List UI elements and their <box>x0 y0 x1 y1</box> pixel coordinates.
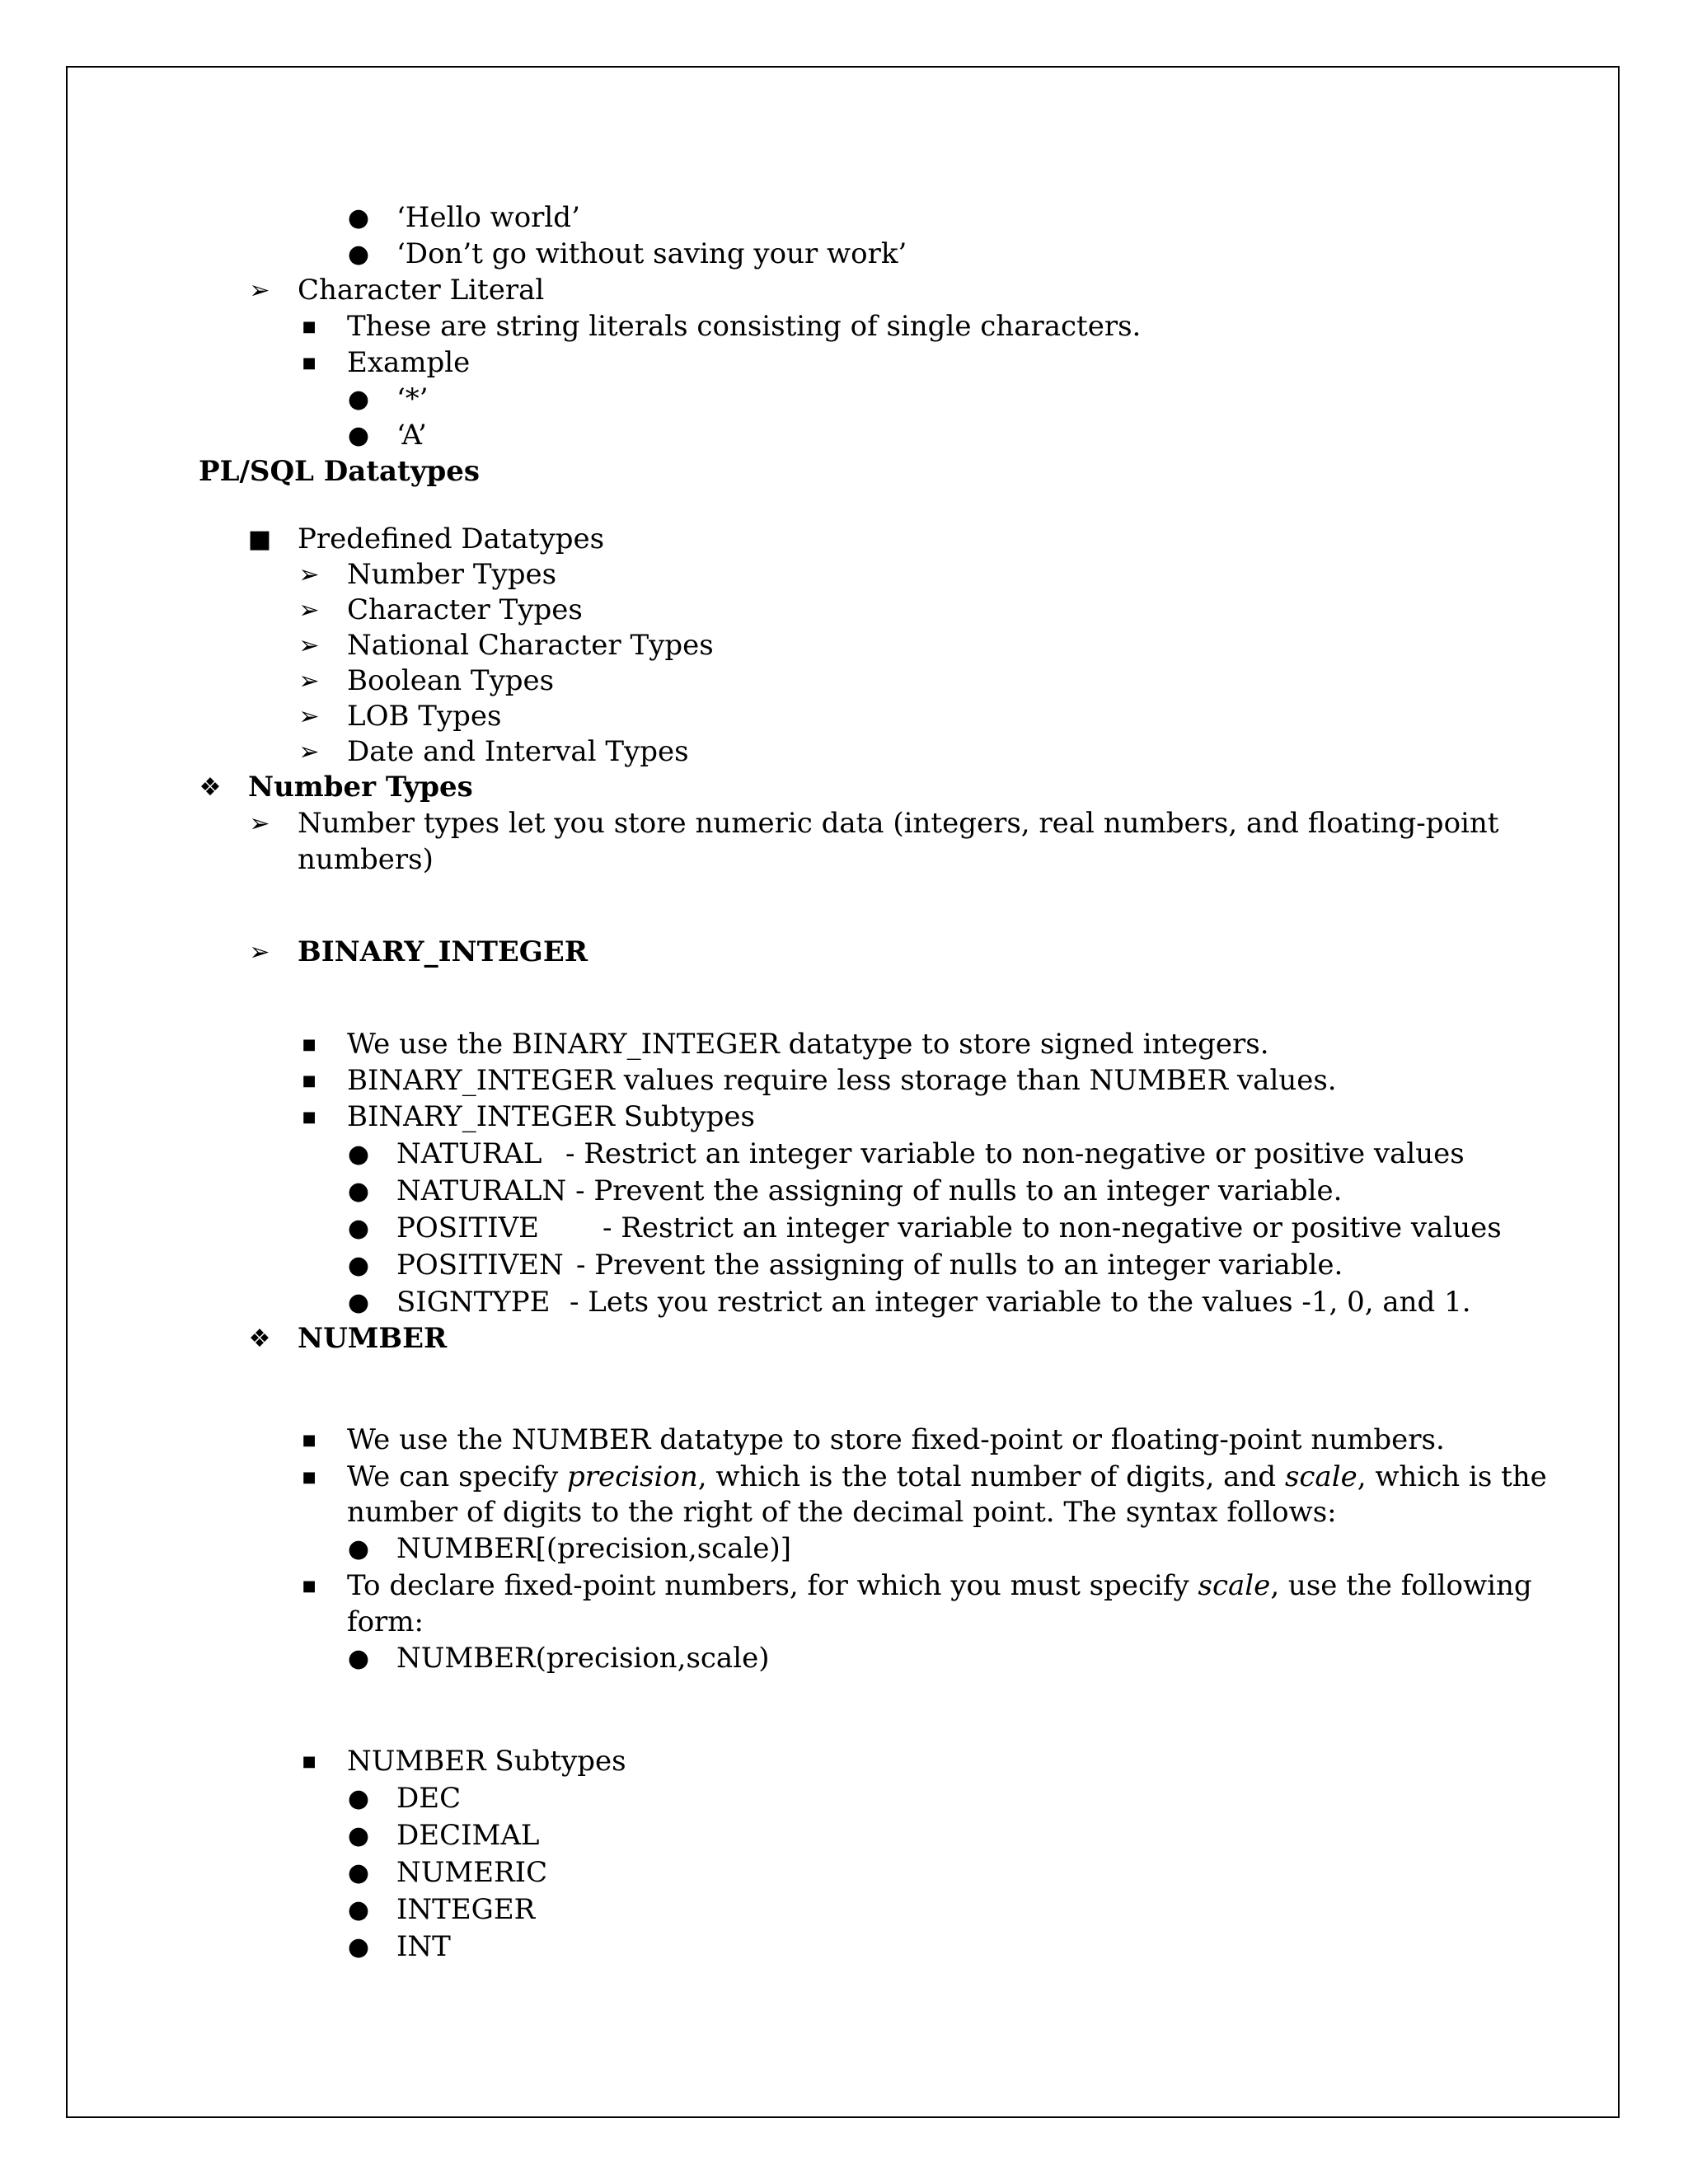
diamond-bullet-icon: ❖ <box>248 1324 271 1353</box>
square-bullet-icon: ■ <box>302 354 316 372</box>
bullet-icon: ● <box>347 239 370 269</box>
datatype-item: Boolean Types <box>347 664 555 697</box>
text-run: , use the following <box>1270 1569 1532 1602</box>
number-subtype: DECIMAL <box>396 1819 540 1852</box>
number-types-desc-cont: numbers) <box>298 843 434 876</box>
subtype-name: NATURALN <box>396 1174 567 1207</box>
square-bullet-icon: ■ <box>302 1035 316 1053</box>
square-bullet-icon: ■ <box>302 1577 316 1595</box>
text-run: To declare fixed-point numbers, for which you must specify <box>347 1569 1198 1602</box>
number-point <box>347 1459 1547 1495</box>
number-point-cont: number of digits to the right of the decimal point. The syntax follows: <box>347 1496 1337 1529</box>
bullet-icon: ● <box>347 1821 370 1850</box>
character-literal-example: ‘*’ <box>396 382 429 415</box>
number-point <box>347 1568 1532 1604</box>
subtype-item <box>396 1284 1471 1320</box>
number-types-heading: Number Types <box>248 771 473 804</box>
text-run: We can specify <box>347 1460 567 1493</box>
bullet-icon: ● <box>347 1932 370 1961</box>
number-subtypes-label: NUMBER Subtypes <box>347 1745 626 1778</box>
subtype-item <box>396 1136 1465 1172</box>
number-syntax: NUMBER[(precision,scale)] <box>396 1532 791 1565</box>
number-point: We use the NUMBER datatype to store fixed-point or floating-point numbers. <box>347 1423 1445 1456</box>
subtype-name: NATURAL <box>396 1137 542 1170</box>
binary-integer-point: BINARY_INTEGER Subtypes <box>347 1100 755 1133</box>
subtype-item <box>396 1247 1343 1283</box>
number-subtype: NUMERIC <box>396 1856 548 1889</box>
character-literal-example-label: Example <box>347 346 471 379</box>
arrow-bullet-icon: ➢ <box>298 701 320 731</box>
subtype-desc: - Prevent the assigning of nulls to an integer variable. <box>576 1249 1343 1282</box>
number-heading: NUMBER <box>298 1322 448 1355</box>
square-bullet-icon: ■ <box>302 1431 316 1449</box>
square-bullet-icon: ■ <box>302 317 316 335</box>
bullet-icon: ● <box>347 1534 370 1563</box>
large-square-bullet-icon: ■ <box>247 524 272 554</box>
character-literal-desc: These are string literals consisting of single characters. <box>347 310 1142 343</box>
bullet-icon: ● <box>347 1895 370 1924</box>
bullet-icon: ● <box>347 1250 370 1280</box>
square-bullet-icon: ■ <box>302 1108 316 1126</box>
subtype-desc: - Restrict an integer variable to non-negative or positive values <box>565 1137 1465 1170</box>
bullet-icon: ● <box>347 1858 370 1887</box>
subtype-item <box>396 1210 1502 1246</box>
bullet-icon: ● <box>347 1139 370 1169</box>
datatype-item: LOB Types <box>347 700 502 733</box>
binary-integer-heading: BINARY_INTEGER <box>298 935 588 968</box>
subtype-item <box>396 1173 1342 1209</box>
arrow-bullet-icon: ➢ <box>298 666 320 696</box>
bullet-icon: ● <box>347 420 370 450</box>
literal-example: ‘Don’t go without saving your work’ <box>396 237 907 270</box>
number-syntax: NUMBER(precision,scale) <box>396 1642 770 1675</box>
datatype-item: National Character Types <box>347 629 714 662</box>
square-bullet-icon: ■ <box>302 1468 316 1486</box>
datatype-item: Date and Interval Types <box>347 735 689 768</box>
predefined-datatypes-label: Predefined Datatypes <box>298 523 605 555</box>
subtype-desc: - Restrict an integer variable to non-negative or positive values <box>603 1212 1502 1244</box>
arrow-bullet-icon: ➢ <box>298 595 320 625</box>
datatype-item: Character Types <box>347 593 583 626</box>
scale-term: scale <box>1284 1460 1357 1493</box>
bullet-icon: ● <box>347 1287 370 1317</box>
number-subtype: DEC <box>396 1782 462 1815</box>
subtype-name: SIGNTYPE <box>396 1286 551 1319</box>
arrow-bullet-icon: ➢ <box>249 937 270 967</box>
subtype-name: POSITIVEN <box>396 1249 564 1282</box>
subtype-name: POSITIVE <box>396 1212 539 1244</box>
number-subtype: INTEGER <box>396 1893 536 1926</box>
precision-term: precision <box>566 1460 698 1493</box>
number-point-cont: form: <box>347 1605 424 1638</box>
arrow-bullet-icon: ➢ <box>249 808 270 838</box>
bullet-icon: ● <box>347 1643 370 1673</box>
bullet-icon: ● <box>347 384 370 414</box>
subtype-desc: - Lets you restrict an integer variable to the values -1, 0, and 1. <box>570 1286 1471 1319</box>
bullet-icon: ● <box>347 1783 370 1813</box>
character-literal-title: Character Literal <box>298 274 545 307</box>
arrow-bullet-icon: ➢ <box>298 560 320 589</box>
arrow-bullet-icon: ➢ <box>298 630 320 660</box>
square-bullet-icon: ■ <box>302 1752 316 1770</box>
binary-integer-point: We use the BINARY_INTEGER datatype to store signed integers. <box>347 1028 1269 1061</box>
square-bullet-icon: ■ <box>302 1071 316 1090</box>
number-types-desc: Number types let you store numeric data (integers, real numbers, and floating-point <box>298 807 1499 840</box>
bullet-icon: ● <box>347 1176 370 1206</box>
bullet-icon: ● <box>347 203 370 232</box>
character-literal-example: ‘A’ <box>396 419 427 452</box>
section-heading: PL/SQL Datatypes <box>199 455 481 488</box>
scale-term: scale <box>1198 1569 1271 1602</box>
text-run: , which is the total number of digits, and <box>697 1460 1285 1493</box>
arrow-bullet-icon: ➢ <box>249 275 270 305</box>
bullet-icon: ● <box>347 1213 370 1243</box>
literal-example: ‘Hello world’ <box>396 201 580 234</box>
diamond-bullet-icon: ❖ <box>199 772 222 802</box>
arrow-bullet-icon: ➢ <box>298 737 320 766</box>
datatype-item: Number Types <box>347 558 557 591</box>
text-run: , which is the <box>1357 1460 1547 1493</box>
binary-integer-point: BINARY_INTEGER values require less storage than NUMBER values. <box>347 1064 1337 1097</box>
number-subtype: INT <box>396 1930 451 1963</box>
subtype-desc: - Prevent the assigning of nulls to an integer variable. <box>575 1174 1343 1207</box>
